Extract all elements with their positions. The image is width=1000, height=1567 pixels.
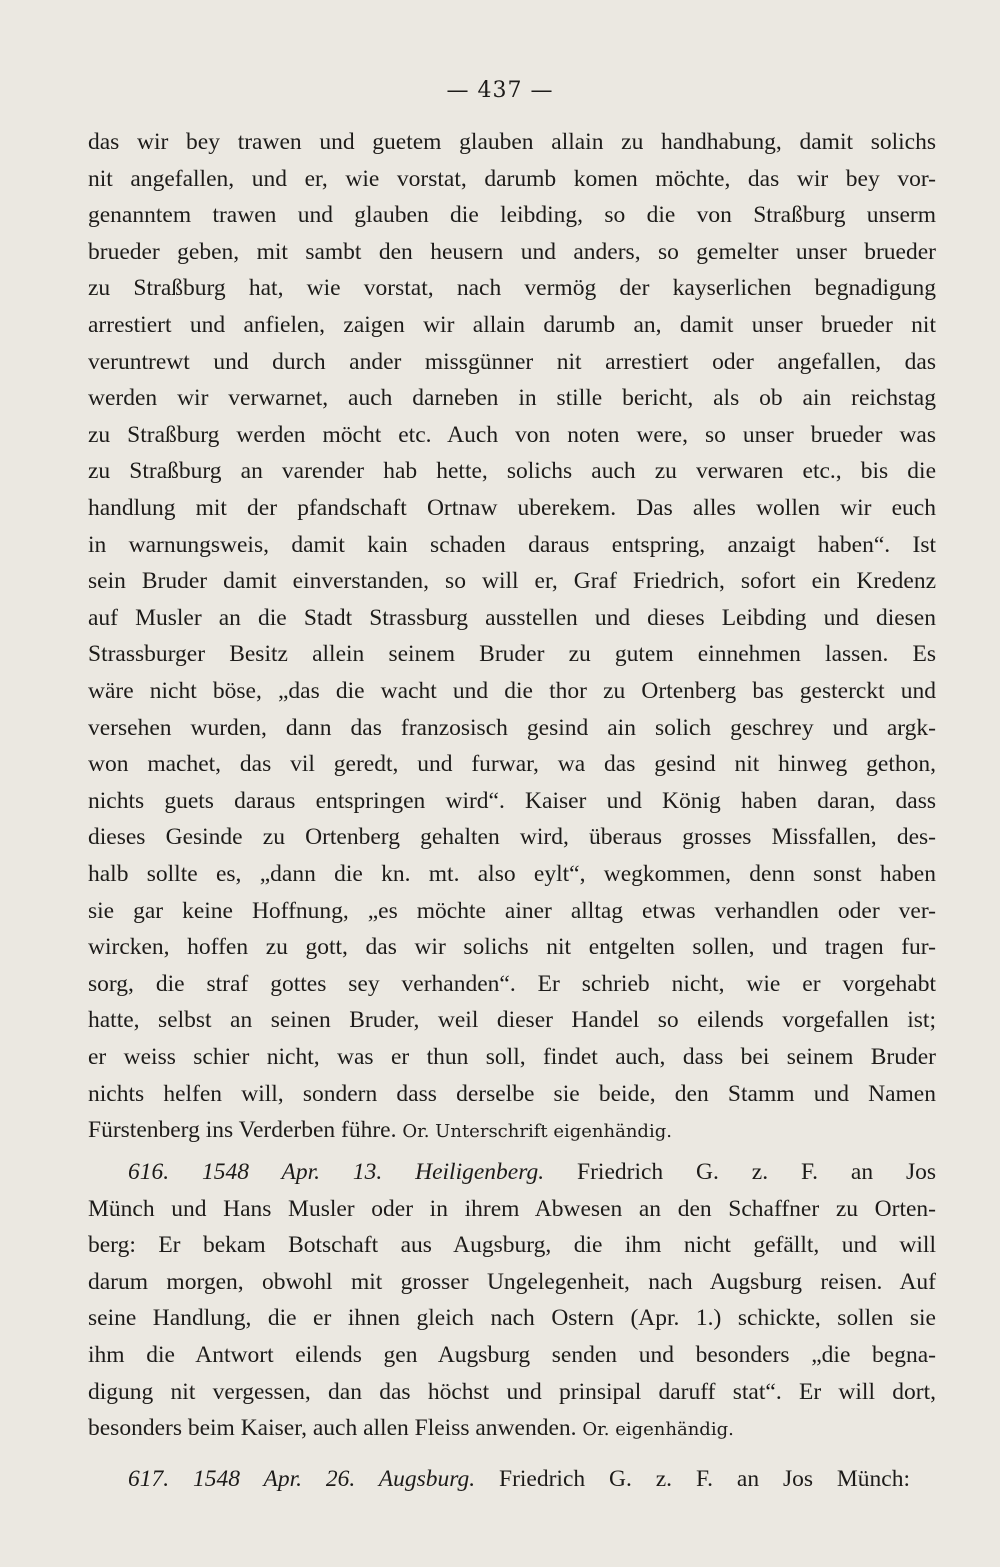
text-line: handlung mit der pfandschaft Ortnaw uberekem. Das alles wollen wir euch [88, 495, 936, 521]
text-line: nichts guets daraus entspringen wird“. Kaiser und König haben daran, dass [88, 787, 936, 814]
text-line: genanntem trawen und glauben die leibding, so die von Straßburg unserm [88, 202, 936, 229]
text-line-end: besonders beim Kaiser, auch allen Fleiss anwenden. [88, 1415, 577, 1442]
source-note: Or. eigenhändig. [582, 1419, 734, 1441]
text-line [88, 1414, 936, 1444]
text-line: Strassburger Besitz allein seinem Bruder zu gutem einnehmen lassen. Es [88, 641, 936, 668]
text-line: versehen wurden, dann das franzosisch gesind ain solich geschrey und argk- [88, 714, 936, 741]
text-line: wäre nicht böse, „das die wacht und die thor zu Ortenberg bas gesterckt und [88, 678, 936, 704]
text-line: er weiss schier nicht, was er thun soll, findet auch, dass bei seinem Bruder [88, 1044, 936, 1070]
text-line: sein Bruder damit einverstanden, so will er, Graf Friedrich, sofort ein Kredenz [88, 568, 936, 595]
text-line: berg: Er bekam Botschaft aus Augsburg, die ihm nicht gefällt, und will [88, 1232, 936, 1259]
text-line: dieses Gesinde zu Ortenberg gehalten wird, überaus grosses Missfallen, des- [88, 824, 936, 851]
text-line: veruntrewt und durch ander missgünner nit arrestiert oder angefallen, das [88, 348, 936, 375]
text-line: auf Musler an die Stadt Strassburg ausstellen und dieses Leibding und diesen [88, 604, 936, 631]
text-line: Münch und Hans Musler oder in ihrem Abwesen an den Schaffner zu Orten- [88, 1195, 936, 1222]
entry-heading-line [128, 1158, 936, 1186]
text-line: werden wir verwarnet, auch darneben in stille bericht, als ob ain reichstag [88, 385, 936, 412]
entry-617-heading: 617. 1548 Apr. 26. Augsburg. [128, 1466, 476, 1492]
text-line: wircken, hoffen zu gott, das wir solichs nit entgelten sollen, und tragen fur- [88, 934, 936, 961]
text-line: hatte, selbst an seinen Bruder, weil dieser Handel so eilends vorgefallen ist; [88, 1007, 936, 1034]
text-line: brueder geben, mit sambt den heusern und anders, so gemelter unser brueder [88, 238, 936, 265]
text-line: arrestiert und anfielen, zaigen wir allain darumb an, damit unser brueder nit [88, 312, 936, 338]
text-line-end: Fürstenberg ins Verderben führe. [88, 1117, 397, 1144]
text-line: sie gar keine Hoffnung, „es möchte ainer alltag etwas verhandlen oder ver- [88, 897, 936, 924]
text-line: darum morgen, obwohl mit grosser Ungelegenheit, nach Augsburg reisen. Auf [88, 1268, 936, 1295]
text-line: ihm die Antwort eilends gen Augsburg senden und besonders „die begna- [88, 1342, 936, 1368]
page-number: — 437 — [446, 78, 554, 103]
source-note: Or. Unterschrift eigenhändig. [402, 1121, 672, 1143]
text-line: in warnungsweis, damit kain schaden daraus entspring, anzaigt haben“. Ist [88, 531, 936, 558]
text-line: zu Straßburg werden möcht etc. Auch von noten were, so unser brueder was [88, 421, 936, 448]
text-line: sorg, die straf gottes sey verhanden“. Er schrieb nicht, wie er vorgehabt [88, 970, 936, 997]
text-line: won machet, das vil geredt, und furwar, wa das gesind nit hinweg gethon, [88, 751, 936, 778]
text-line: zu Straßburg an varender hab hette, solichs auch zu verwaren etc., bis die [88, 458, 936, 485]
entry-617-text: Friedrich G. z. F. an Jos Münch: [499, 1466, 910, 1492]
entry-616-text: Friedrich G. z. F. an Jos [577, 1159, 937, 1185]
text-line [88, 1116, 936, 1146]
text-line: halb sollte es, „dann die kn. mt. also eylt“, wegkommen, denn sonst haben [88, 861, 936, 887]
text-line: digung nit vergessen, dan das höchst und prinsipal daruff stat“. Er will dort, [88, 1378, 936, 1405]
text-line: nichts helfen will, sondern dass derselbe sie beide, den Stamm und Namen [88, 1080, 936, 1107]
text-line: das wir bey trawen und guetem glauben allain zu handhabung, damit solichs [88, 129, 936, 155]
entry-heading-line [128, 1465, 910, 1493]
text-line: nit angefallen, und er, wie vorstat, darumb komen möchte, das wir bey vor- [88, 165, 936, 192]
entry-616-heading: 616. 1548 Apr. 13. Heiligenberg. [128, 1159, 545, 1185]
text-line: zu Straßburg hat, wie vorstat, nach vermög der kayserlichen begnadigung [88, 275, 936, 302]
text-line: seine Handlung, die er ihnen gleich nach Ostern (Apr. 1.) schickte, sollen sie [88, 1305, 936, 1332]
